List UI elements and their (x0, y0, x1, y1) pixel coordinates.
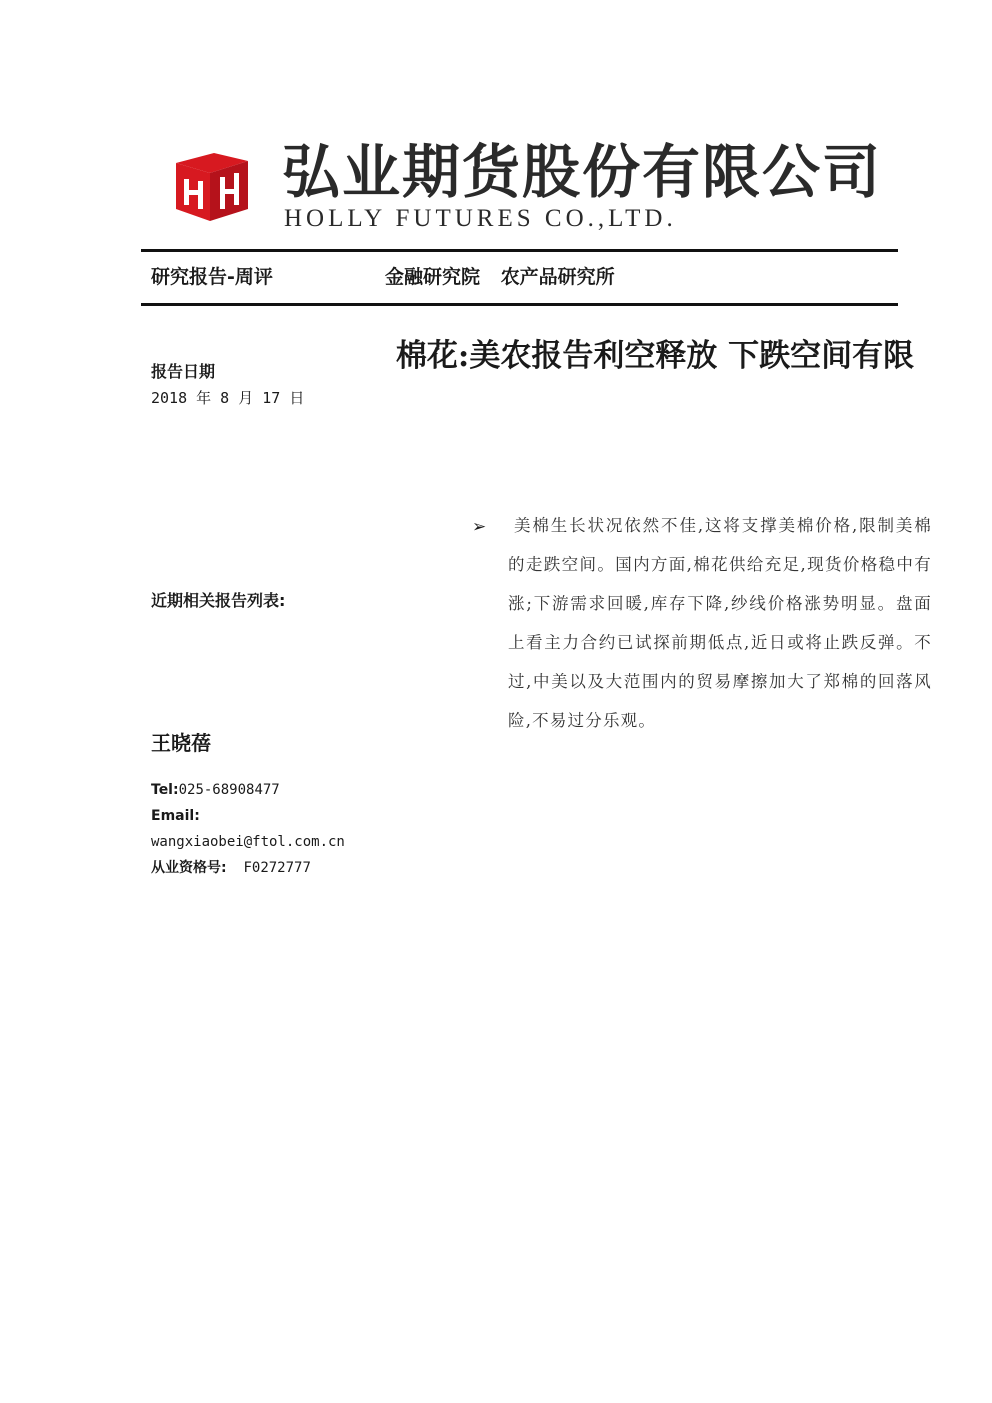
author-name: 王晓蓓 (151, 731, 211, 755)
email-label: Email: (151, 808, 200, 824)
author-license (151, 857, 311, 879)
bullet-arrow-icon: ➢ (472, 517, 487, 537)
license-label: 从业资格号: (151, 860, 227, 876)
report-date-value: 2018 年 8 月 17 日 (151, 389, 305, 407)
header-rule-bottom (141, 303, 898, 306)
summary-paragraph: 美棉生长状况依然不佳,这将支撑美棉价格,限制美棉的走跌空间。国内方面,棉花供给充足,现货价格稳中有涨;下游需求回暖,库存下降,纱线价格涨势明显。盘面上看主力合约已试探前期低点,近日或将止跌反弹。不过,中美以及大范围内的贸易摩擦加大了郑棉的回落风险,不易过分乐观。 (508, 516, 932, 730)
report-title: 棉花:美农报告利空释放 下跌空间有限 (395, 338, 915, 374)
research-department: 金融研究院 农产品研究所 (385, 266, 615, 288)
tel-value: 025-68908477 (178, 782, 280, 798)
author-tel (151, 779, 280, 801)
author-email[interactable]: wangxiaobei@ftol.com.cn (151, 834, 345, 850)
related-reports-label: 近期相关报告列表: (151, 591, 286, 610)
company-logo-icon (170, 145, 252, 225)
license-value: F0272777 (243, 860, 311, 876)
header-rule-top (141, 249, 898, 252)
company-name-cn: 弘业期货股份有限公司 (282, 138, 883, 206)
tel-label: Tel: (151, 782, 179, 798)
report-date-label: 报告日期 (151, 362, 216, 381)
author-email-label-row (151, 805, 200, 827)
report-type: 研究报告-周评 (151, 266, 273, 288)
company-name-en: HOLLY FUTURES CO.,LTD. (284, 205, 677, 232)
